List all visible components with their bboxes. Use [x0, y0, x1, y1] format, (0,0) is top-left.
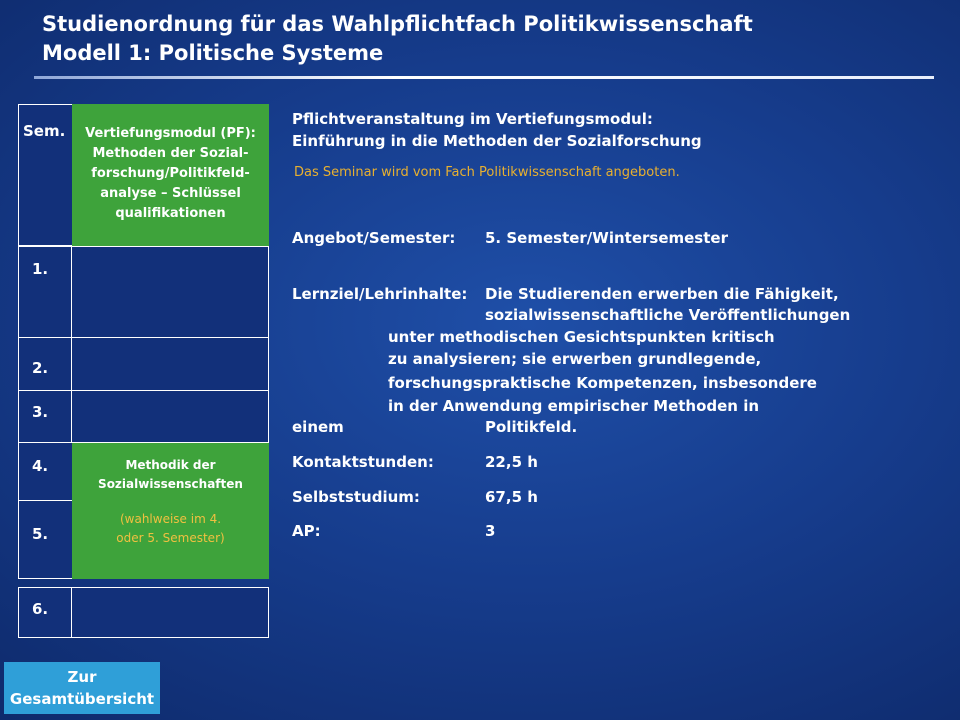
module-header-line: Vertiefungsmodul (PF): — [85, 126, 256, 141]
lernziel-line: in der Anwendung empirischer Methoden in — [388, 397, 760, 415]
module-header-line: analyse – Schlüssel — [100, 186, 241, 201]
lernziel-line: zu analysieren; sie erwerben grundlegende, — [388, 350, 762, 368]
overview-button-line-1: Zur — [67, 668, 97, 686]
lernziel-line: sozialwissenschaftliche Veröffentlichungen — [485, 306, 851, 324]
angebot-value: 5. Semester/Wintersemester — [485, 229, 728, 247]
method-title-line: Methodik der — [125, 458, 216, 472]
lernziel-line: forschungspraktische Kompetenzen, insbesondere — [388, 374, 817, 392]
lernziel-line: Die Studierenden erwerben die Fähigkeit, — [485, 285, 839, 303]
method-note-line: (wahlweise im 4. — [119, 512, 222, 526]
sem-label-4: 4. — [32, 457, 49, 475]
details-heading-1: Pflichtveranstaltung im Vertiefungsmodul: — [292, 110, 653, 128]
lernziel-line: unter methodischen Gesichtspunkten kritisch — [388, 328, 775, 346]
sem-label-1: 1. — [32, 260, 49, 278]
sem-label-2: 2. — [32, 359, 49, 377]
kontakt-label: Kontaktstunden: — [292, 453, 434, 471]
sem-label-5: 5. — [32, 525, 49, 543]
module-header-line: forschung/Politikfeld- — [91, 166, 250, 181]
lernziel-label: Lernziel/Lehrinhalte: — [292, 285, 468, 303]
offered-by-text: Das Seminar wird vom Fach Politikwissenschaft angeboten. — [294, 165, 680, 180]
module-header-line: qualifikationen — [115, 206, 226, 221]
sem-label-3: 3. — [32, 403, 49, 421]
ap-value: 3 — [485, 522, 496, 540]
title-line-1: Studienordnung für das Wahlpflichtfach Politikwissenschaft — [42, 12, 753, 36]
sem-label-6: 6. — [32, 600, 49, 618]
title-line-2: Modell 1: Politische Systeme — [42, 41, 384, 65]
selbst-value: 67,5 h — [485, 488, 538, 506]
overview-button[interactable] — [4, 662, 160, 714]
selbst-label: Selbststudium: — [292, 488, 420, 506]
method-note-line: oder 5. Semester) — [116, 531, 225, 545]
sem-header-label: Sem. — [23, 122, 66, 140]
overview-button-line-2: Gesamtübersicht — [9, 690, 155, 708]
lernziel-line: Politikfeld. — [485, 418, 578, 436]
ap-label: AP: — [292, 522, 321, 540]
lernziel-line: einem — [292, 418, 344, 436]
module-header-line: Methoden der Sozial- — [92, 146, 249, 161]
details-heading-2: Einführung in die Methoden der Sozialforschung — [292, 132, 702, 150]
angebot-label: Angebot/Semester: — [292, 229, 456, 247]
method-title-line: Sozialwissenschaften — [98, 477, 243, 491]
kontakt-value: 22,5 h — [485, 453, 538, 471]
